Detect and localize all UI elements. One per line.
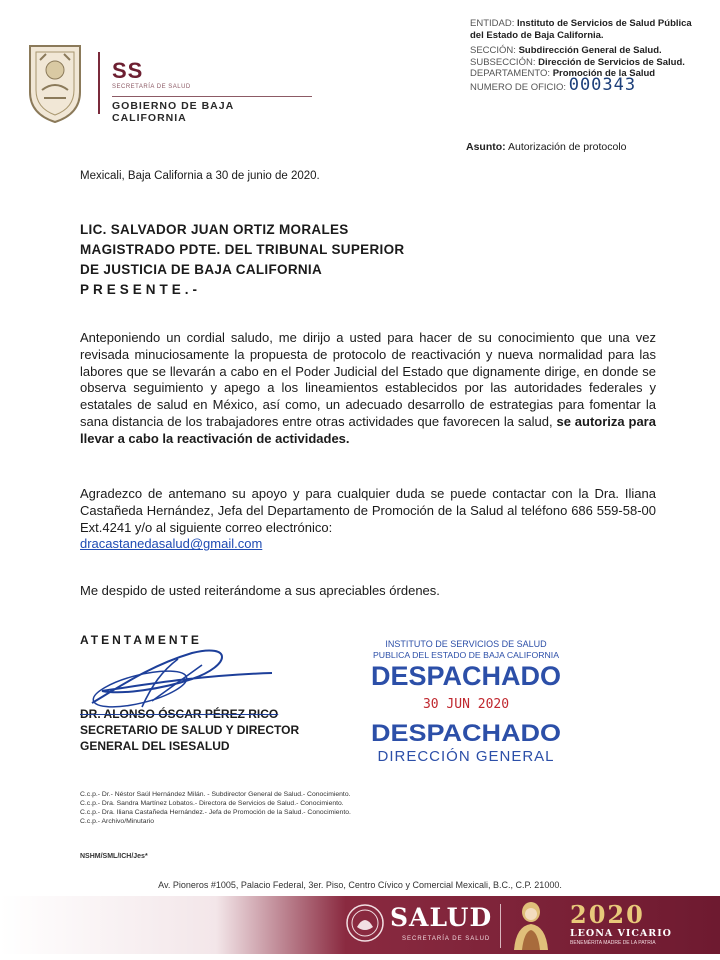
addressee-title: MAGISTRADO PDTE. DEL TRIBUNAL SUPERIOR	[80, 242, 405, 257]
stamp-word-top: DESPACHADO	[371, 661, 561, 691]
subseccion-value: Dirección de Servicios de Salud.	[538, 56, 685, 68]
ss-logo-subtitle: SECRETARÍA DE SALUD	[112, 84, 191, 90]
footer-address: Av. Pioneros #1005, Palacio Federal, 3er. Piso, Centro Cívico y Comercial Mexicali, B.C., C.P. 21000.	[158, 880, 562, 890]
government-name: GOBIERNO DE BAJA CALIFORNIA	[112, 96, 312, 124]
addressee-name: LIC. SALVADOR JUAN ORTIZ MORALES	[80, 222, 349, 237]
contact-email-link[interactable]: dracastanedasalud@gmail.com	[80, 536, 263, 552]
ccp-item: C.c.p.- Dr.- Néstor Saúl Hernández Milán. - Subdirector General de Salud.- Conocimiento.	[80, 791, 351, 798]
ccp-item: C.c.p.- Archivo/Minutario	[80, 818, 155, 825]
subject-label: Asunto:	[466, 141, 506, 153]
body-paragraph-2	[80, 486, 656, 553]
stamp-date: 30 JUN 2020	[422, 697, 510, 712]
stamp-word-bottom: DESPACHADO	[371, 720, 561, 747]
signer-title-1: SECRETARIO DE SALUD Y DIRECTOR	[80, 723, 300, 737]
paragraph-2-text: Agradezco de antemano su apoyo y para cualquier duda se puede contactar con la Dra. Iliana Castañeda Hernández, Jefa del Departamento de Promoción de la Salud al teléfono 686 559-58-00 Ext.4241 y/o al siguiente correo electrónico:	[80, 486, 656, 535]
footer-divider	[500, 904, 501, 948]
ccp-item: C.c.p.- Dra. Iliana Castañeda Hernández.- Jefa de Promoción de la Salud.- Conocimiento.	[80, 809, 351, 816]
handwritten-signature-icon	[82, 645, 282, 711]
despachado-stamp	[368, 637, 564, 762]
paragraph-1-text: Anteponiendo un cordial saludo, me dirijo a usted para hacer de su conocimiento que una vez revisada minuciosamente la propuesta de protocolo de reactivación y nueva normalidad para las labores que se llevarán a cabo en el Poder Judicial del Estado que dignamente dirige, en donde se observa seguimiento y apego a los lineamientos establecidos por las autoridades federales y estatales de salud en México, así como, un adecuado desarrollo de estrategias para fomentar la sana distancia de los trabajadores entre otras actividades que favorecen la salud,	[80, 330, 656, 429]
stamp-institute-line1: INSTITUTO DE SERVICIOS DE SALUD	[385, 639, 547, 649]
entidad-value: Instituto de Servicios de Salud Pública del Estado de Baja California.	[470, 18, 692, 41]
ss-logo-text: SS	[112, 58, 144, 83]
seccion-value: Subdirección General de Salud.	[518, 45, 662, 56]
signer-block	[80, 706, 299, 754]
addressee-block	[80, 220, 404, 300]
salud-brand: SALUD	[390, 903, 493, 932]
logo-divider	[98, 52, 100, 114]
year-dedication-subtitle: BENEMÉRITA MADRE DE LA PATRIA	[570, 940, 656, 946]
presente: PRESENTE.-	[80, 282, 202, 297]
reference-initials: NSHM/SML/ICH/Jes*	[80, 853, 148, 860]
closing-atentamente: ATENTAMENTE	[80, 633, 202, 647]
letter-date: Mexicali, Baja California a 30 de junio de 2020.	[80, 170, 320, 182]
document-metadata	[470, 18, 698, 93]
paragraph-1-authorization: se autoriza para llevar a cabo la reactivación de actividades.	[80, 413, 656, 446]
stamp-footer: DIRECCIÓN GENERAL	[377, 748, 555, 762]
leona-vicario-portrait-icon	[508, 898, 554, 950]
subseccion-label: SUBSECCIÓN:	[470, 56, 536, 68]
subject-line	[466, 141, 627, 153]
year-2020: 2020	[570, 900, 645, 929]
ccp-item: C.c.p.- Dra. Sandra Martínez Lobatos.- Directora de Servicios de Salud.- Conocimiento.	[80, 800, 344, 807]
departamento-label: DEPARTAMENTO:	[470, 68, 551, 79]
body-paragraph-1	[80, 330, 656, 448]
subject-value: Autorización de protocolo	[508, 141, 627, 153]
baja-california-crest-icon	[24, 40, 86, 124]
departamento-value: Promoción de la Salud	[552, 68, 656, 79]
addressee-institution: DE JUSTICIA DE BAJA CALIFORNIA	[80, 262, 323, 277]
signer-title-2: GENERAL DEL ISESALUD	[80, 739, 230, 753]
mexico-seal-icon	[345, 903, 385, 943]
signer-name: DR. ALONSO ÓSCAR PÉREZ RICO	[80, 707, 279, 721]
seccion-label: SECCIÓN:	[470, 45, 516, 56]
stamp-institute-line2: PUBLICA DEL ESTADO DE BAJA CALIFORNIA	[373, 650, 560, 660]
oficio-label: NUMERO DE OFICIO:	[470, 81, 567, 93]
salud-brand-subtitle: SECRETARÍA DE SALUD	[402, 936, 491, 942]
carbon-copy-list	[80, 790, 351, 826]
oficio-number: 000343	[568, 74, 637, 95]
body-paragraph-3: Me despido de usted reiterándome a sus apreciables órdenes.	[80, 583, 440, 598]
entidad-label: ENTIDAD:	[470, 18, 515, 29]
year-dedication: LEONA VICARIO	[570, 928, 672, 939]
